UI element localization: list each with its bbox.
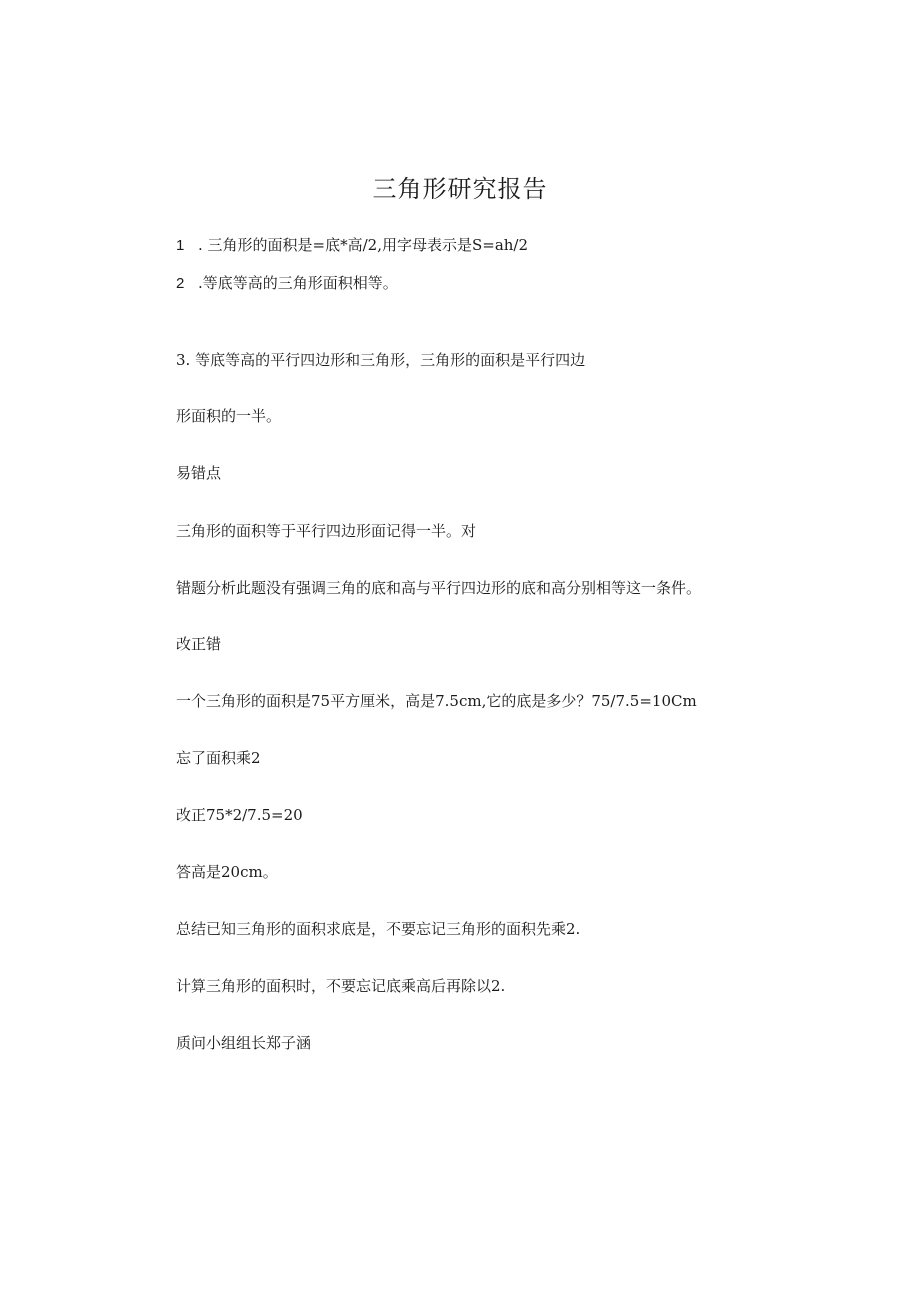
list-item-number: 1 xyxy=(176,237,185,254)
error-heading: 易错点 xyxy=(176,464,222,482)
list-item-3-continuation: 形面积的一半。 xyxy=(176,407,282,425)
list-item-number: 2 xyxy=(176,275,185,292)
document-title: 三角形研究报告 xyxy=(372,175,548,203)
correction-text: 改正75*2/7.5=20 xyxy=(176,806,303,824)
answer-text: 答高是20cm。 xyxy=(176,863,278,881)
problem-text: 一个三角形的面积是75平方厘米，高是7.5cm,它的底是多少？75/7.5=10Cm xyxy=(176,692,697,710)
mistake-note: 忘了面积乘2 xyxy=(176,749,261,767)
list-item-text: .等底等高的三角形面积相等。 xyxy=(198,274,398,292)
summary-text-1: 总结已知三角形的面积求底是，不要忘记三角形的面积先乘2. xyxy=(176,920,581,938)
error-analysis: 错题分析此题没有强调三角的底和高与平行四边形的底和高分别相等这一条件。 xyxy=(176,579,702,597)
list-item-3 xyxy=(176,349,585,371)
summary-text-2: 计算三角形的面积时，不要忘记底乘高后再除以2. xyxy=(176,977,506,995)
signature: 质问小组组长郑子涵 xyxy=(176,1034,312,1052)
list-item-text: 3. 等底等高的平行四边形和三角形，三角形的面积是平行四边 xyxy=(176,351,586,369)
list-item-1 xyxy=(176,234,528,257)
list-item-2 xyxy=(176,272,398,295)
error-text: 三角形的面积等于平行四边形面记得一半。对 xyxy=(176,522,477,540)
list-item-text: . 三角形的面积是=底*高/2,用字母表示是S=ah/2 xyxy=(198,236,529,254)
correction-heading: 改正错 xyxy=(176,635,222,653)
